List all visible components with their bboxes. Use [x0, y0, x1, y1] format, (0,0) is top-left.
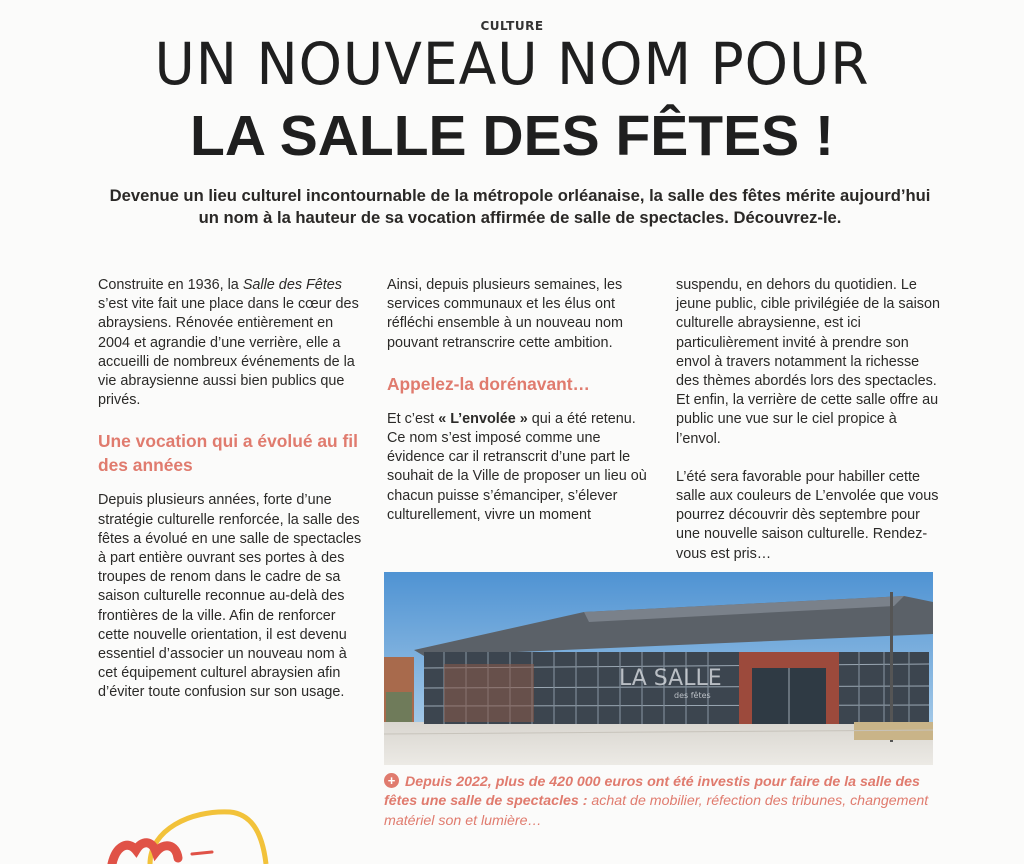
envol-paragraph: suspendu, en dehors du quotidien. Le jeune public, cible privilégiée de la saison culturelle abraysienne, est ici particulièrement invité à prendre son envol à travers notamment la richesse des thèmes abordés lors des spectacles. Et enfin, la verrière de cette salle offre au public une vue sur le ciel propice à l’envol.	[676, 277, 940, 447]
section-label: CULTURE	[480, 19, 544, 33]
summer-paragraph: L’été sera favorable pour habiller cette salle aux couleurs de L’envolée que vous pourrez découvrir dès septembre pour une nouvelle saison culturelle. Rendez-vous est pris…	[676, 468, 939, 562]
decorative-swirl	[0, 790, 300, 864]
red-dash	[192, 852, 212, 854]
plus-icon: +	[384, 773, 399, 788]
sign-subtext: des fêtes	[674, 691, 711, 700]
heading-appelez: Appelez-la dorénavant…	[387, 373, 590, 394]
ambition-paragraph: Ainsi, depuis plusieurs semaines, les services communaux et les élus ont réfléchi ensemble à un nouveau nom pouvant retranscrire cette ambition.	[387, 277, 623, 351]
column-3	[676, 276, 941, 583]
sign-text: LA SALLE	[619, 666, 722, 691]
building-photo	[384, 572, 933, 765]
new-name: « L’envolée »	[438, 410, 528, 427]
heading-vocation: Une vocation qui a évolué au fil des années	[98, 431, 358, 476]
caption-rest: achat de mobilier, réfection des tribunes, changement matériel son et lumière…	[384, 793, 929, 829]
red-wave	[112, 843, 178, 864]
column-2	[387, 276, 647, 544]
yellow-arc	[150, 812, 266, 864]
title-line-1: UN NOUVEAU NOM POUR	[154, 30, 870, 98]
lead-paragraph: Devenue un lieu culturel incontournable de la métropole orléanaise, la salle des fêtes mérite aujourd’hui un nom à la hauteur de sa vocation affirmée de salle de spectacles. Découvrez-le.	[109, 186, 931, 227]
caption-highlight: Depuis 2022, plus de 420 000 euros ont été investis pour faire de la salle des fêtes une salle de spectacles :	[384, 774, 920, 810]
title-line-2: LA SALLE DES FÊTES !	[190, 104, 834, 168]
italic-name: Salle des Fêtes	[242, 277, 343, 293]
column-1	[98, 276, 368, 722]
vocation-paragraph: Depuis plusieurs années, forte d’une stratégie culturelle renforcée, la salle des fêtes a évolué en une salle de spectacles à part entière ouvrant ses portes à des troupes de renom dans le cadre de sa saison culturelle reconnue au-delà des frontières de la ville. Afin de renforcer cette nouvelle orientation, il est devenu essentiel d’associer un nouveau nom à cet équipement culturel abraysien afin d’éviter toute confusion sur son usage.	[98, 492, 362, 701]
intro-paragraph: Construite en 1936, la Salle des Fêtes s’est vite fait une place dans le cœur des abraysiens. Rénovée entièrement en 2004 et agrandie d’une verrière, elle a accueilli de nombreux événements de la vie abraysienne aussi bien publics que privés.	[98, 277, 359, 409]
name-paragraph: Et c’est « L’envolée » qui a été retenu. Ce nom s’est imposé comme une évidence car il retranscrit d’une part le souhait de la Ville de proposer un lieu où chacun puisse s’émanciper, s’élever culturellement, vivre un moment	[387, 410, 647, 523]
photo-caption	[384, 773, 944, 831]
